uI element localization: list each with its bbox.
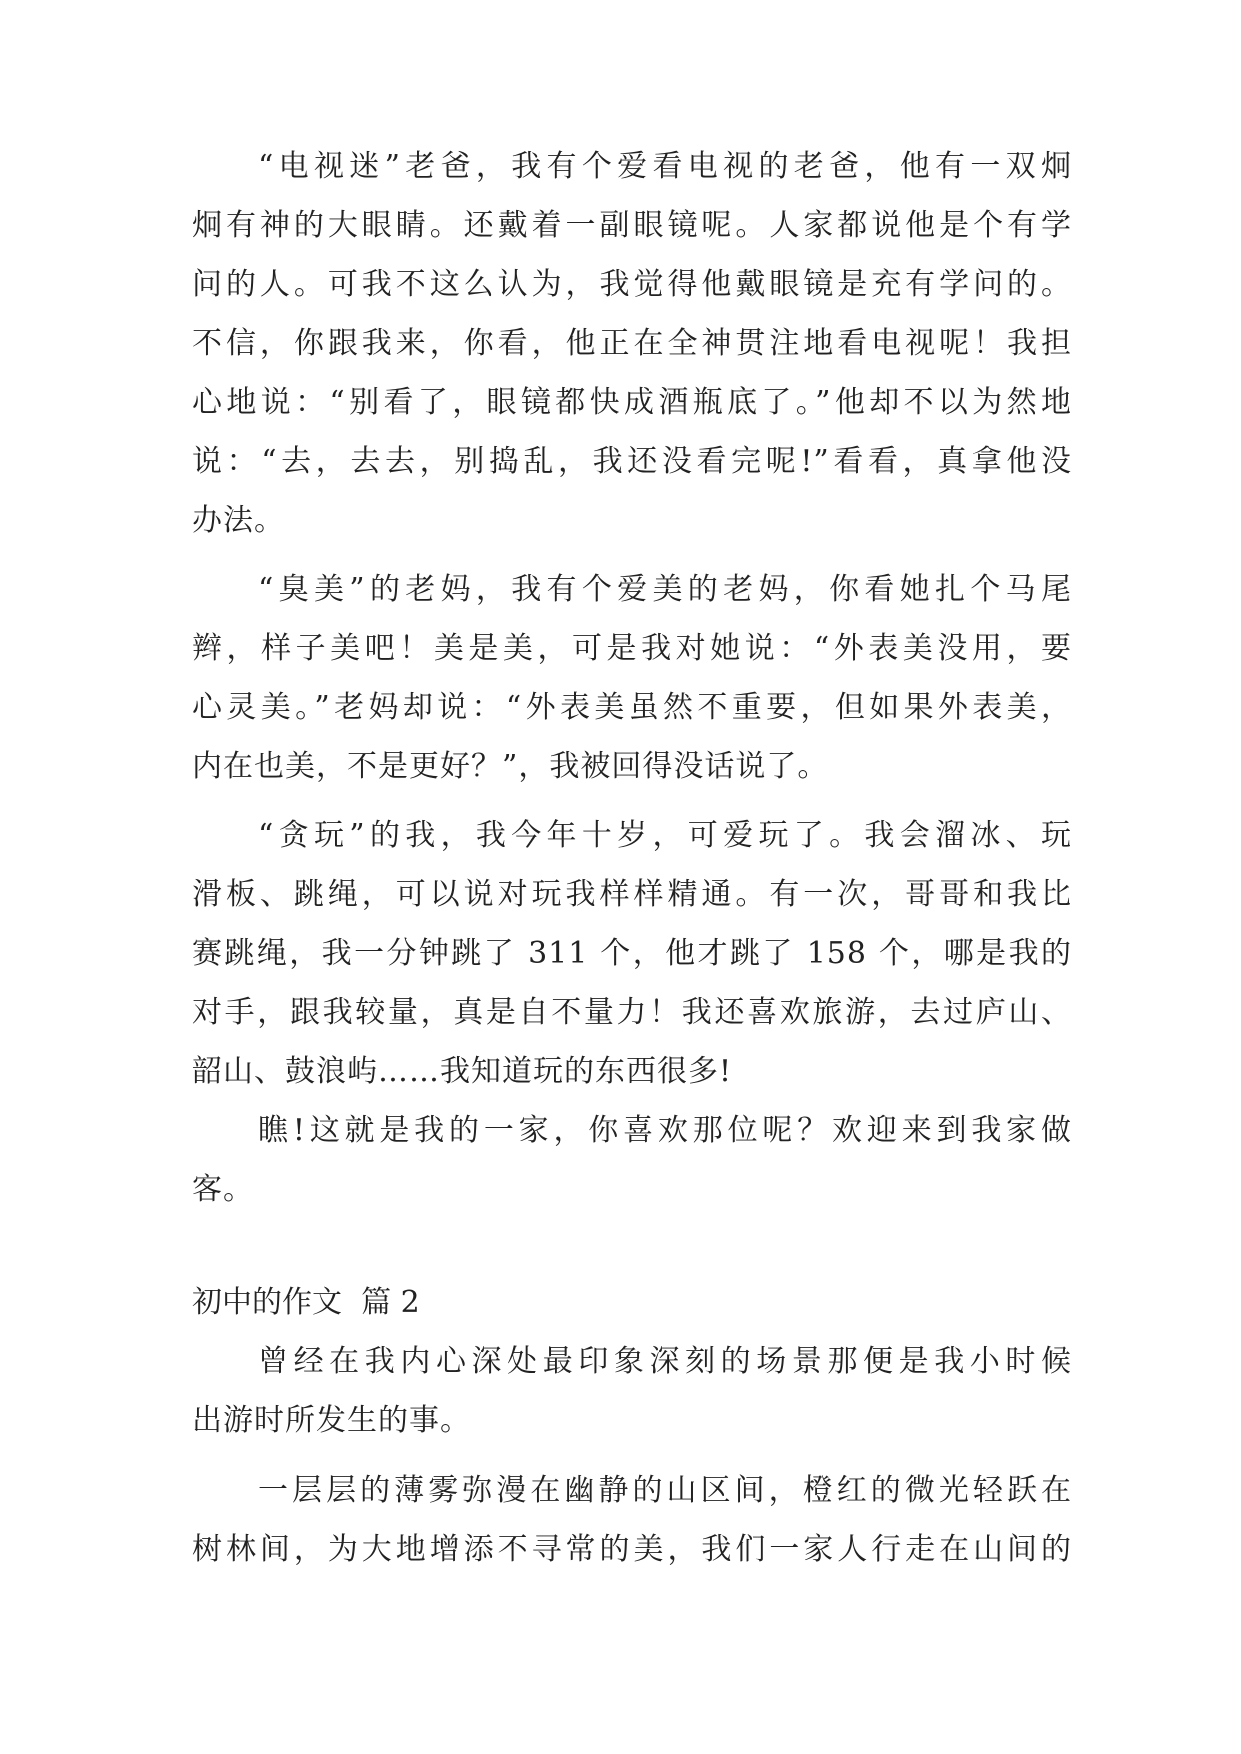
- paragraph-line: “贪玩”的我，我今年十岁，可爱玩了。我会溜冰、玩: [258, 818, 1072, 853]
- paragraph-line: 心地说：“别看了，眼镜都快成酒瓶底了。”他却不以为然地: [192, 385, 1072, 420]
- paragraph-line: 炯有神的大眼睛。还戴着一副眼镜呢。人家都说他是个有学: [192, 208, 1072, 243]
- paragraph-line: 瞧!这就是我的一家，你喜欢那位呢？欢迎来到我家做: [258, 1113, 1072, 1148]
- paragraph-line: 韶山、鼓浪屿……我知道玩的东西很多!: [192, 1054, 733, 1089]
- paragraph-line: 问的人。可我不这么认为，我觉得他戴眼镜是充有学问的。: [192, 267, 1072, 302]
- paragraph-line: 对手，跟我较量，真是自不量力！我还喜欢旅游，去过庐山、: [192, 995, 1072, 1030]
- paragraph-line: 树林间，为大地增添不寻常的美，我们一家人行走在山间的: [192, 1532, 1072, 1567]
- paragraph-line: 心灵美。”老妈却说：“外表美虽然不重要，但如果外表美，: [192, 690, 1072, 725]
- paragraph-line: 内在也美，不是更好？”，我被回得没话说了。: [192, 749, 829, 784]
- section-heading: 初中的作文 篇 2: [192, 1285, 420, 1320]
- paragraph-line: “电视迷”老爸，我有个爱看电视的老爸，他有一双炯: [258, 149, 1072, 184]
- paragraph-line: 滑板、跳绳，可以说对玩我样样精通。有一次，哥哥和我比: [192, 877, 1072, 912]
- paragraph-line: 曾经在我内心深处最印象深刻的场景那便是我小时候: [258, 1344, 1072, 1379]
- paragraph-line: “臭美”的老妈，我有个爱美的老妈，你看她扎个马尾: [258, 572, 1072, 607]
- paragraph-line: 出游时所发生的事。: [192, 1403, 471, 1438]
- paragraph-line: 客。: [192, 1172, 254, 1207]
- paragraph-line: 辫，样子美吧！美是美，可是我对她说：“外表美没用，要: [192, 631, 1072, 666]
- paragraph-line: 说：“去，去去，别捣乱，我还没看完呢!”看看，真拿他没: [192, 444, 1072, 479]
- paragraph-line: 赛跳绳，我一分钟跳了 311 个，他才跳了 158 个，哪是我的: [192, 936, 1072, 971]
- paragraph-line: 不信，你跟我来，你看，他正在全神贯注地看电视呢！我担: [192, 326, 1072, 361]
- paragraph-line: 一层层的薄雾弥漫在幽静的山区间，橙红的微光轻跃在: [258, 1473, 1072, 1508]
- paragraph-line: 办法。: [192, 503, 285, 538]
